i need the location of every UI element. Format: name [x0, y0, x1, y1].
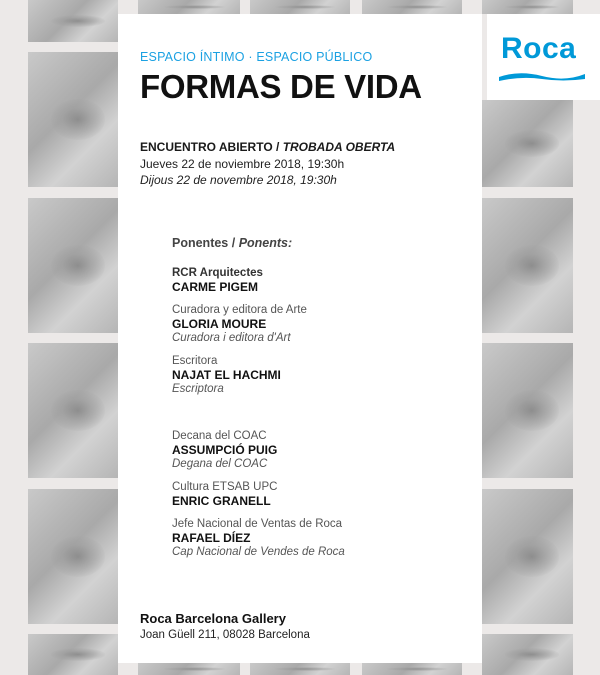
- portrait-photo: [28, 634, 118, 675]
- portrait-photo: [28, 0, 118, 42]
- venue-address: Joan Güell 211, 08028 Barcelona: [140, 629, 310, 641]
- portrait-photo: [362, 0, 462, 14]
- portrait-photo: [28, 489, 118, 624]
- speaker-role-ca: Escriptora: [172, 383, 224, 395]
- logo-text: Roca: [501, 32, 577, 65]
- event-title: FORMAS DE VIDA: [140, 68, 422, 105]
- portrait-photo: [28, 343, 118, 478]
- speaker-name: RAFAEL DÍEZ: [172, 531, 251, 545]
- event-type-ca: TROBADA OBERTA: [282, 140, 396, 154]
- speakers-heading: [172, 236, 345, 250]
- wave-icon: [499, 70, 585, 82]
- speaker-role-ca: Curadora i editora d'Art: [172, 332, 291, 344]
- speaker-role: Jefe Nacional de Ventas de Roca: [172, 518, 343, 530]
- event-date-es: Jueves 22 de noviembre 2018, 19:30h: [140, 157, 345, 171]
- portrait-photo: [482, 0, 573, 14]
- heading-ca: Ponents:: [238, 236, 293, 250]
- speaker-name: ENRIC GRANELL: [172, 494, 271, 508]
- speaker-role-ca: Cap Nacional de Vendes de Roca: [172, 546, 345, 558]
- portrait-photo: [482, 198, 573, 333]
- speaker-role: Cultura ETSAB UPC: [172, 481, 278, 493]
- roca-logo: [487, 14, 600, 100]
- speaker-item: [172, 480, 345, 508]
- portrait-photo: [138, 663, 240, 675]
- speakers-list: [172, 236, 345, 568]
- speaker-name: CARME PIGEM: [172, 280, 259, 294]
- speaker-name: NAJAT EL HACHMI: [172, 368, 281, 382]
- venue-name: Roca Barcelona Gallery: [140, 611, 286, 626]
- speaker-name: ASSUMPCIÓ PUIG: [172, 443, 278, 457]
- heading-es: Ponentes /: [172, 236, 239, 250]
- speaker-role: Decana del COAC: [172, 430, 267, 442]
- portrait-photo: [482, 100, 573, 187]
- speaker-role-ca: Degana del COAC: [172, 458, 268, 470]
- speaker-name: GLORIA MOURE: [172, 317, 267, 331]
- speaker-role: Escritora: [172, 355, 218, 367]
- event-type-es: ENCUENTRO ABIERTO /: [140, 140, 283, 154]
- portrait-photo: [28, 52, 118, 187]
- portrait-photo: [250, 663, 350, 675]
- speaker-item: [172, 429, 345, 471]
- portrait-photo: [482, 489, 573, 624]
- speaker-item: [172, 266, 345, 294]
- event-type: [140, 140, 395, 154]
- portrait-photo: [250, 0, 350, 14]
- speaker-item: [172, 354, 345, 396]
- invitation-card: [118, 14, 482, 663]
- speaker-item: [172, 517, 345, 559]
- speaker-role: RCR Arquitectes: [172, 267, 263, 279]
- portrait-photo: [362, 663, 462, 675]
- portrait-photo: [138, 0, 240, 14]
- event-date-ca: Dijous 22 de novembre 2018, 19:30h: [140, 173, 337, 187]
- speaker-role: Curadora y editora de Arte: [172, 304, 307, 316]
- event-subtitle: ESPACIO ÍNTIMO · ESPACIO PÚBLICO: [140, 50, 373, 64]
- portrait-photo: [28, 198, 118, 333]
- portrait-photo: [482, 343, 573, 478]
- speaker-item: [172, 303, 345, 345]
- portrait-photo: [482, 634, 573, 675]
